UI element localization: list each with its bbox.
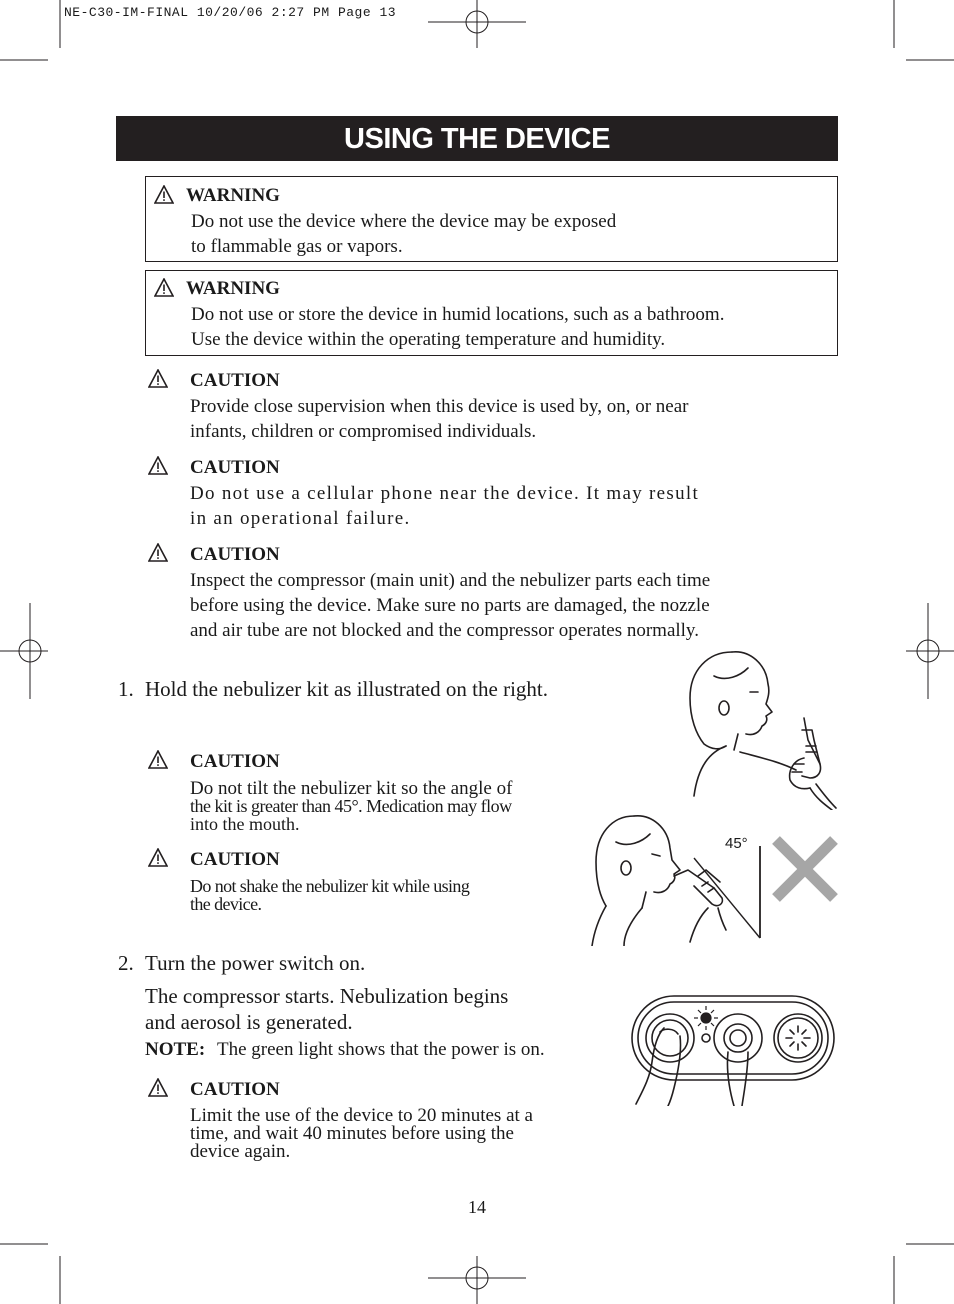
note-text: The green light shows that the power is on. xyxy=(217,1039,545,1060)
power-switch-illustration xyxy=(630,992,838,1106)
step-number: 2. xyxy=(118,951,134,975)
caution-line: infants, children or compromised individuals. xyxy=(190,421,537,442)
angle-tilt-line xyxy=(694,858,760,938)
registration-mark-right xyxy=(906,603,954,699)
caution-line: device again. xyxy=(190,1141,291,1162)
warning-line: Do not use or store the device in humid locations, such as a bathroom. xyxy=(191,304,725,325)
caution-line: and air tube are not blocked and the compressor operates normally. xyxy=(190,620,699,641)
power-indicator-light-icon xyxy=(694,1006,718,1030)
caution-triangle-icon xyxy=(148,1078,168,1098)
caution-label: CAUTION xyxy=(190,544,280,565)
caution-line: into the mouth. xyxy=(190,814,300,834)
caution-line: Do not shake the nebulizer kit while using xyxy=(190,876,470,896)
caution-triangle-icon xyxy=(148,543,168,563)
registration-mark-bottom xyxy=(428,1256,526,1304)
warning-label: WARNING xyxy=(186,185,280,206)
person-holding-nebulizer-illustration xyxy=(684,646,838,810)
warning-line: Do not use the device where the device may be exposed xyxy=(191,211,617,232)
registration-mark-top xyxy=(428,0,526,48)
step-number: 1. xyxy=(118,677,134,701)
warning-line: to flammable gas or vapors. xyxy=(191,236,403,257)
caution-label: CAUTION xyxy=(190,1079,280,1100)
step-detail-line: and aerosol is generated. xyxy=(145,1010,353,1034)
caution-triangle-icon xyxy=(148,750,168,770)
caution-line: Do not tilt the nebulizer kit so the angle of xyxy=(190,778,513,799)
warning-label: WARNING xyxy=(186,278,280,299)
step-detail-line: The compressor starts. Nebulization begins xyxy=(145,984,509,1008)
warning-box-flammable xyxy=(145,176,838,262)
caution-triangle-icon xyxy=(148,456,168,476)
caution-line: Limit the use of the device to 20 minutes at a xyxy=(190,1105,533,1126)
page-title: USING THE DEVICE xyxy=(116,116,838,161)
warning-line: Use the device within the operating temperature and humidity. xyxy=(191,329,666,350)
warning-triangle-icon xyxy=(154,278,174,298)
caution-label: CAUTION xyxy=(190,457,280,478)
caution-triangle-icon xyxy=(148,848,168,868)
registration-mark-left xyxy=(0,603,48,699)
caution-line: the device. xyxy=(190,894,262,914)
air-outlet xyxy=(714,1014,762,1062)
caution-line: Inspect the compressor (main unit) and the nebulizer parts each time xyxy=(190,570,711,591)
note-label: NOTE: xyxy=(145,1039,206,1060)
print-slug: NE-C30-IM-FINAL 10/20/06 2:27 PM Page 13 xyxy=(64,5,397,20)
caution-label: CAUTION xyxy=(190,751,280,772)
caution-label: CAUTION xyxy=(190,370,280,391)
filter-cover xyxy=(774,1014,822,1062)
caution-line: in an operational failure. xyxy=(190,508,411,529)
caution-label: CAUTION xyxy=(190,849,280,870)
step-text: Hold the nebulizer kit as illustrated on the right. xyxy=(145,677,548,701)
warning-triangle-icon xyxy=(154,185,174,205)
caution-triangle-icon xyxy=(148,369,168,389)
caution-line: before using the device. Make sure no parts are damaged, the nozzle xyxy=(190,595,710,616)
caution-line: Provide close supervision when this device is used by, on, or near xyxy=(190,396,689,417)
angle-label: 45° xyxy=(725,835,748,852)
tilted-nebulizer-illustration xyxy=(590,812,766,946)
step-text: Turn the power switch on. xyxy=(145,951,366,975)
cross-mark-icon xyxy=(772,836,838,902)
caution-line: time, and wait 40 minutes before using the xyxy=(190,1123,514,1144)
warning-box-humidity xyxy=(145,270,838,356)
caution-line: the kit is greater than 45°. Medication may flow xyxy=(190,796,512,816)
caution-line: Do not use a cellular phone near the device. It may result xyxy=(190,483,700,504)
filter-icon xyxy=(786,1026,810,1050)
page-number: 14 xyxy=(468,1197,486,1217)
